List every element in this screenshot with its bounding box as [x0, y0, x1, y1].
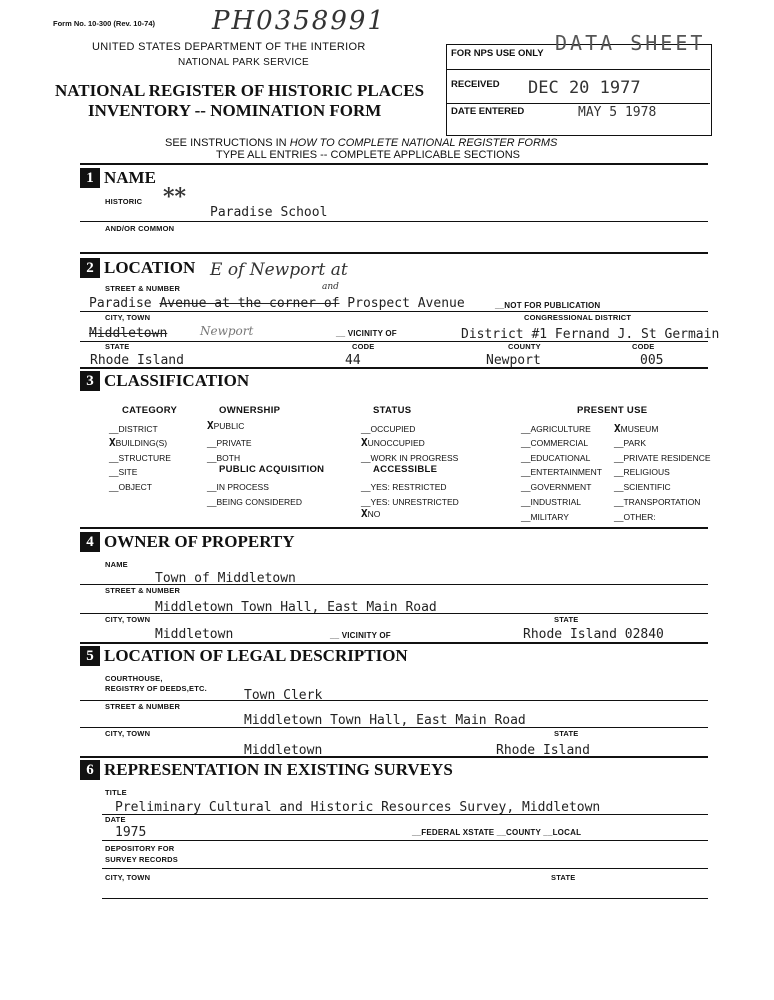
present-use-agriculture: __AGRICULTURE [521, 424, 591, 434]
legal-city-label: CITY, TOWN [105, 729, 151, 738]
courthouse-value: Town Clerk [244, 688, 323, 703]
vicinity-of-option: __ VICINITY OF [336, 329, 397, 338]
county-code-label: CODE [632, 342, 655, 351]
survey-title-value: Preliminary Cultural and Historic Resources Survey, Middletown [115, 800, 601, 815]
depository-label-line2: SURVEY RECORDS [105, 855, 178, 864]
historic-asterisk-mark: ** [163, 184, 187, 210]
present-use-industrial: __INDUSTRIAL [521, 497, 582, 507]
acquisition-option-being-considered: __BEING CONSIDERED [207, 497, 302, 507]
present-use-entertainment: __ENTERTAINMENT [521, 467, 602, 477]
present-use-religious: __RELIGIOUS [614, 467, 670, 477]
state-code-label: CODE [352, 342, 375, 351]
instructions-line1 [165, 138, 557, 149]
courthouse-label-line1: COURTHOUSE, [105, 674, 163, 683]
ownership-option-private: __PRIVATE [207, 438, 252, 448]
section-6-number: 6 [80, 760, 100, 780]
common-name-label: AND/OR COMMON [105, 224, 175, 233]
category-option-structure: __STRUCTURE [109, 453, 171, 463]
instructions-line2: TYPE ALL ENTRIES -- COMPLETE APPLICABLE SECTIONS [216, 149, 521, 161]
section-5-title: LOCATION OF LEGAL DESCRIPTION [104, 646, 408, 665]
street-value-part-b: Prospect Avenue [339, 296, 465, 311]
status-header: STATUS [373, 405, 412, 416]
section-3-number: 3 [80, 371, 100, 391]
survey-level-options: __FEDERAL XSTATE __COUNTY __LOCAL [412, 828, 582, 837]
nps-use-only-label: FOR NPS USE ONLY [451, 48, 544, 59]
accessible-header: ACCESSIBLE [373, 464, 438, 475]
owner-name-label: NAME [105, 560, 128, 569]
instructions-guide-title: HOW TO COMPLETE NATIONAL REGISTER FORMS [289, 137, 558, 149]
acquisition-option-in-process: __IN PROCESS [207, 482, 269, 492]
service-name: NATIONAL PARK SERVICE [178, 57, 309, 68]
section-1-title: NAME [104, 168, 156, 187]
owner-vicinity-option: __ VICINITY OF [330, 631, 391, 640]
form-title-line2: INVENTORY -- NOMINATION FORM [88, 101, 382, 120]
section-2-number: 2 [80, 258, 100, 278]
category-option-object: __OBJECT [109, 482, 152, 492]
location-street-value [89, 297, 465, 310]
survey-state-label: STATE [551, 873, 576, 882]
accessible-option-no: XNO [361, 507, 381, 520]
handwritten-reference-id: PH0358991 [212, 6, 386, 36]
accessible-option-restricted: __YES: RESTRICTED [361, 482, 447, 492]
ownership-header: OWNERSHIP [219, 405, 281, 416]
present-use-educational: __EDUCATIONAL [521, 453, 591, 463]
street-value-struck: Avenue at the corner of [159, 296, 340, 311]
courthouse-label-line2: REGISTRY OF DEEDS,ETC. [105, 684, 207, 693]
status-option-occupied: __OCCUPIED [361, 424, 416, 434]
category-header: CATEGORY [122, 405, 178, 416]
date-entered-label: DATE ENTERED [451, 106, 525, 117]
status-option-work-in-progress: __WORK IN PROGRESS [361, 453, 459, 463]
present-use-park: __PARK [614, 438, 646, 448]
category-option-district: __DISTRICT [109, 424, 158, 434]
county-value: Newport [486, 353, 541, 368]
location-handwritten-note-2: and [322, 282, 339, 292]
county-label: COUNTY [508, 342, 541, 351]
present-use-scientific: __SCIENTIFIC [614, 482, 671, 492]
owner-state-label: STATE [554, 615, 579, 624]
legal-city-value: Middletown [244, 743, 323, 758]
legal-state-label: STATE [554, 729, 579, 738]
owner-street-label: STREET & NUMBER [105, 586, 181, 595]
location-handwritten-note: E of Newport at [210, 260, 348, 280]
present-use-government: __GOVERNMENT [521, 482, 592, 492]
present-use-other: __OTHER: [614, 512, 656, 522]
owner-state-value: Rhode Island 02840 [523, 627, 664, 642]
section-2-title: LOCATION [104, 258, 196, 277]
depository-label-line1: DEPOSITORY FOR [105, 844, 175, 853]
state-value: Rhode Island [90, 353, 184, 368]
received-date-stamp: DEC 20 1977 [528, 78, 641, 98]
survey-date-label: DATE [105, 815, 126, 824]
present-use-header: PRESENT USE [577, 405, 648, 416]
data-sheet-stamp: DATA SHEET [555, 31, 706, 55]
ownership-option-public: XPUBLIC [207, 419, 245, 432]
historic-label: HISTORIC [105, 197, 143, 206]
instructions-prefix: SEE INSTRUCTIONS IN [165, 137, 290, 149]
category-option-buildings: XBUILDING(S) [109, 436, 168, 449]
legal-street-value: Middletown Town Hall, East Main Road [244, 713, 526, 728]
status-option-unoccupied: XUNOCCUPIED [361, 436, 425, 449]
ownership-option-both: __BOTH [207, 453, 241, 463]
location-city-handwritten: Newport [200, 324, 254, 338]
section-3-title: CLASSIFICATION [104, 371, 250, 390]
street-number-label: STREET & NUMBER [105, 284, 181, 293]
present-use-museum: XMUSEUM [614, 422, 659, 435]
date-entered-stamp: MAY 5 1978 [578, 105, 657, 120]
congressional-district-value: District #1 Fernand J. St Germain [461, 327, 720, 342]
legal-street-label: STREET & NUMBER [105, 702, 181, 711]
public-acquisition-header: PUBLIC ACQUISITION [219, 464, 325, 475]
survey-date-value: 1975 [115, 825, 147, 840]
not-for-publication-option: __NOT FOR PUBLICATION [495, 301, 601, 310]
congressional-district-label: CONGRESSIONAL DISTRICT [524, 313, 632, 322]
present-use-commercial: __COMMERCIAL [521, 438, 589, 448]
section-4-number: 4 [80, 532, 100, 552]
department-name: UNITED STATES DEPARTMENT OF THE INTERIOR [92, 41, 366, 53]
received-label: RECEIVED [451, 79, 500, 90]
section-6-title: REPRESENTATION IN EXISTING SURVEYS [104, 760, 453, 779]
section-5-number: 5 [80, 646, 100, 666]
form-title-line1: NATIONAL REGISTER OF HISTORIC PLACES [55, 81, 425, 100]
section-4-title: OWNER OF PROPERTY [104, 532, 295, 551]
historic-name-value: Paradise School [210, 205, 328, 220]
survey-city-label: CITY, TOWN [105, 873, 151, 882]
state-label: STATE [105, 342, 130, 351]
present-use-transportation: __TRANSPORTATION [614, 497, 701, 507]
location-city-value: Middletown [89, 326, 168, 341]
street-value-part-a: Paradise [89, 296, 160, 311]
county-code-value: 005 [640, 353, 664, 368]
legal-state-value: Rhode Island [496, 743, 590, 758]
owner-street-value: Middletown Town Hall, East Main Road [155, 600, 437, 615]
city-town-label: CITY, TOWN [105, 313, 151, 322]
category-option-site: __SITE [109, 467, 138, 477]
owner-name-value: Town of Middletown [155, 571, 296, 586]
section-1-number: 1 [80, 168, 100, 188]
accessible-option-unrestricted: __YES: UNRESTRICTED [361, 497, 459, 507]
present-use-military: __MILITARY [521, 512, 569, 522]
state-code-value: 44 [345, 353, 361, 368]
present-use-private-residence: __PRIVATE RESIDENCE [614, 453, 711, 463]
survey-title-label: TITLE [105, 788, 127, 797]
form-number: Form No. 10-300 (Rev. 10-74) [53, 19, 155, 28]
owner-city-label: CITY, TOWN [105, 615, 151, 624]
owner-city-value: Middletown [155, 627, 234, 642]
